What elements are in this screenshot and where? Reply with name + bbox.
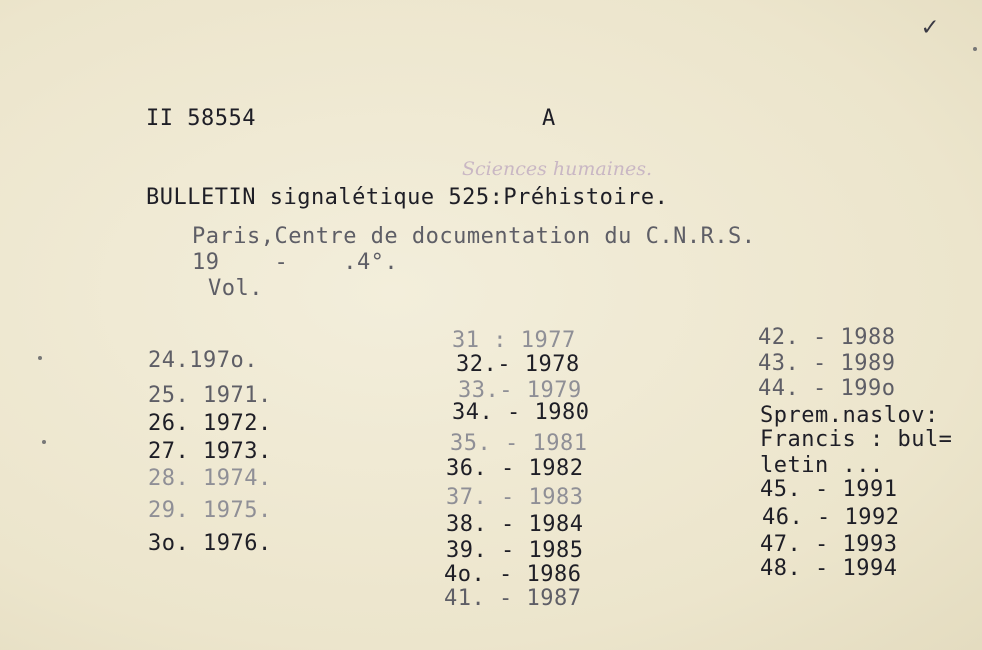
date-line: 19 - .4°. <box>192 250 399 275</box>
holding-entry: 47. - 1993 <box>760 532 898 557</box>
holding-entry: 31 : 1977 <box>452 328 576 353</box>
holding-entry: 27. 1973. <box>148 439 272 464</box>
check-mark: ✓ <box>922 12 938 42</box>
holding-entry: 25. 1971. <box>148 383 272 408</box>
holding-entry: 3o. 1976. <box>148 531 272 556</box>
holding-entry: 46. - 1992 <box>762 505 900 530</box>
holding-entry: 48. - 1994 <box>760 556 898 581</box>
holding-entry: 42. - 1988 <box>758 325 896 350</box>
holding-entry: 28. 1974. <box>148 466 272 491</box>
speck <box>973 47 977 51</box>
holding-entry: 33.- 1979 <box>458 378 582 403</box>
call-number: II 58554 <box>146 106 256 131</box>
speck <box>38 356 42 360</box>
holding-entry: 38. - 1984 <box>446 512 584 537</box>
holding-entry: 24.197o. <box>148 348 258 373</box>
pencil-annotation: Sciences humaines. <box>462 158 653 180</box>
note-line: Francis : bul= <box>760 427 953 452</box>
holding-entry: 45. - 1991 <box>760 477 898 502</box>
volume-line: Vol. <box>208 276 263 301</box>
holding-entry: 34. - 1980 <box>452 400 590 425</box>
title-line: BULLETIN signalétique 525:Préhistoire. <box>146 185 669 210</box>
holding-entry: 26. 1972. <box>148 411 272 436</box>
holding-entry: 4o. - 1986 <box>444 562 582 587</box>
imprint-line: Paris,Centre de documentation du C.N.R.S. <box>192 224 756 249</box>
holding-entry: 35. - 1981 <box>450 431 588 456</box>
holding-entry: 43. - 1989 <box>758 351 896 376</box>
holding-entry: 29. 1975. <box>148 498 272 523</box>
note-line: Sprem.naslov: <box>760 403 939 428</box>
speck <box>42 440 46 444</box>
holding-entry: 36. - 1982 <box>446 456 584 481</box>
note-line: letin ... <box>760 453 884 478</box>
holding-entry: 32.- 1978 <box>456 352 580 377</box>
holding-entry: 41. - 1987 <box>444 586 582 611</box>
holding-entry: 37. - 1983 <box>446 485 584 510</box>
holding-entry: 44. - 199o <box>758 376 896 401</box>
holding-entry: 39. - 1985 <box>446 538 584 563</box>
section-letter: A <box>542 106 556 131</box>
